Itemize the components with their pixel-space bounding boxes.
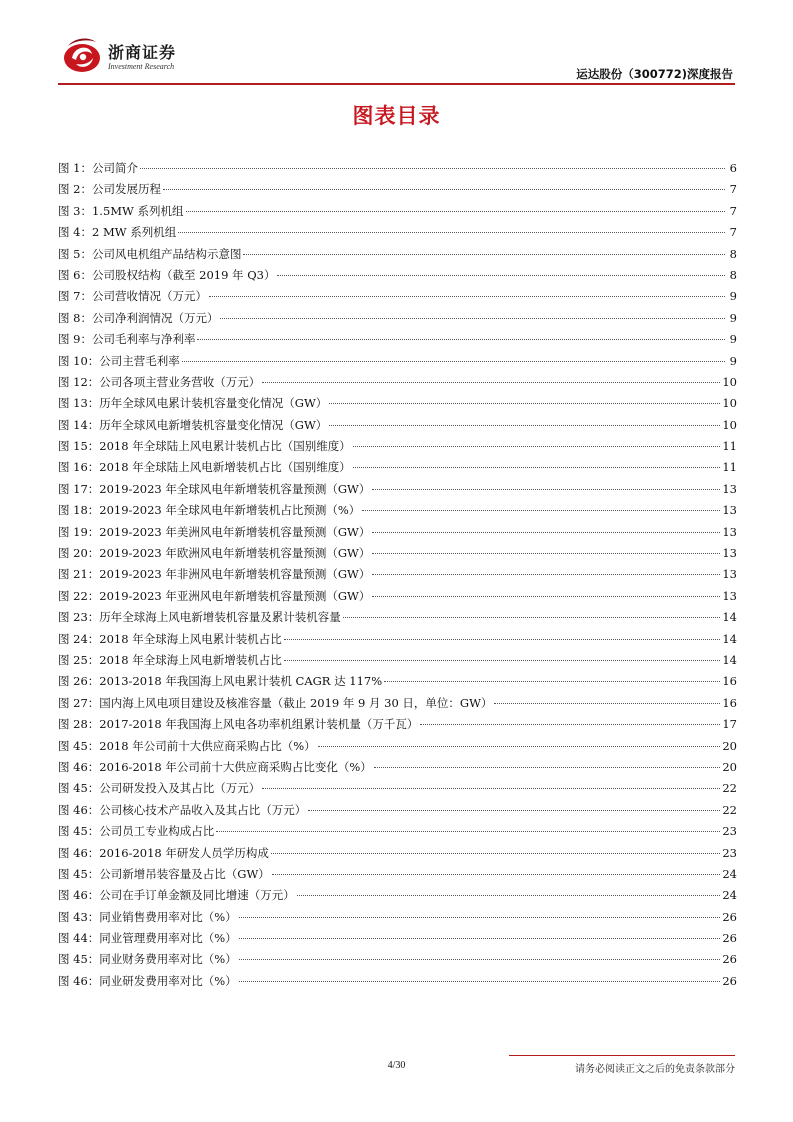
toc-entry-label: 图 24：2018 年全球海上风电累计装机占比 bbox=[58, 631, 282, 646]
brand-name-cn: 浙商证券 bbox=[108, 43, 177, 62]
toc-dot-leader bbox=[220, 318, 725, 319]
toc-entry[interactable] bbox=[58, 203, 737, 224]
toc-entry[interactable] bbox=[58, 738, 737, 759]
toc-entry[interactable] bbox=[58, 566, 737, 587]
toc-entry-label: 图 17：2019-2023 年全球风电年新增装机容量预测（GW） bbox=[58, 481, 371, 496]
toc-entry[interactable] bbox=[58, 267, 737, 288]
toc-entry[interactable] bbox=[58, 481, 737, 502]
toc-entry-page: 13 bbox=[722, 588, 737, 603]
toc-entry-page: 7 bbox=[729, 225, 737, 240]
toc-entry-page: 11 bbox=[722, 460, 737, 475]
toc-entry-label: 图 20：2019-2023 年欧洲风电年新增装机容量预测（GW） bbox=[58, 546, 371, 561]
toc-entry-page: 13 bbox=[722, 567, 737, 582]
toc-entry-page: 22 bbox=[722, 802, 737, 817]
toc-dot-leader bbox=[494, 703, 720, 704]
toc-dot-leader bbox=[178, 232, 725, 233]
toc-dot-leader bbox=[239, 959, 721, 960]
toc-entry-label: 图 14：历年全球风电新增装机容量变化情况（GW） bbox=[58, 417, 328, 432]
toc-entry-label: 图 3：1.5MW 系列机组 bbox=[58, 203, 184, 218]
toc-entry-page: 6 bbox=[729, 161, 737, 175]
toc-entry[interactable] bbox=[58, 866, 737, 887]
toc-entry-page: 7 bbox=[729, 182, 737, 197]
toc-dot-leader bbox=[262, 382, 720, 383]
toc-entry-label: 图 25：2018 年全球海上风电新增装机占比 bbox=[58, 652, 282, 667]
toc-entry[interactable] bbox=[58, 609, 737, 630]
toc-entry[interactable] bbox=[58, 631, 737, 652]
toc-entry[interactable] bbox=[58, 673, 737, 694]
toc-entry-page: 23 bbox=[722, 845, 737, 860]
toc-entry-label: 图 1：公司简介 bbox=[58, 161, 138, 175]
toc-entry-page: 26 bbox=[722, 909, 737, 924]
page-number: 4/30 bbox=[387, 1060, 406, 1071]
toc-dot-leader bbox=[284, 639, 721, 640]
toc-entry-page: 13 bbox=[722, 524, 737, 539]
toc-entry[interactable] bbox=[58, 951, 737, 972]
toc-entry[interactable] bbox=[58, 374, 737, 395]
toc-dot-leader bbox=[182, 361, 725, 362]
toc-entry-page: 13 bbox=[722, 481, 737, 496]
toc-dot-leader bbox=[329, 403, 720, 404]
toc-entry[interactable] bbox=[58, 780, 737, 801]
toc-dot-leader bbox=[343, 617, 721, 618]
toc-entry-page: 20 bbox=[722, 759, 737, 774]
toc-entry-label: 图 45：2018 年公司前十大供应商采购占比（%） bbox=[58, 738, 316, 753]
toc-entry-page: 10 bbox=[722, 396, 737, 411]
toc-entry[interactable] bbox=[58, 331, 737, 352]
toc-dot-leader bbox=[329, 425, 720, 426]
toc-dot-leader bbox=[318, 746, 721, 747]
toc-entry-label: 图 43：同业销售费用率对比（%） bbox=[58, 909, 237, 924]
toc-dot-leader bbox=[277, 275, 725, 276]
toc-entry-label: 图 23：历年全球海上风电新增装机容量及累计装机容量 bbox=[58, 610, 341, 625]
toc-dot-leader bbox=[384, 681, 720, 682]
footer-disclaimer: 请务必阅读正文之后的免责条款部分 bbox=[575, 1064, 735, 1075]
toc-dot-leader bbox=[239, 938, 721, 939]
toc-entry-label: 图 26：2013-2018 年我国海上风电累计装机 CAGR 达 117% bbox=[58, 674, 383, 689]
toc-entry-label: 图 44：同业管理费用率对比（%） bbox=[58, 931, 237, 946]
toc-entry-label: 图 45：同业财务费用率对比（%） bbox=[58, 952, 237, 967]
toc-dot-leader bbox=[374, 767, 721, 768]
toc-entry[interactable] bbox=[58, 438, 737, 459]
toc-dot-leader bbox=[362, 510, 720, 511]
toc-dot-leader bbox=[353, 446, 721, 447]
toc-entry-page: 26 bbox=[722, 973, 737, 988]
toc-entry-label: 图 45：公司新增吊装容量及占比（GW） bbox=[58, 866, 270, 881]
toc-dot-leader bbox=[372, 532, 720, 533]
toc-dot-leader bbox=[262, 788, 720, 789]
toc-entry[interactable] bbox=[58, 802, 737, 823]
toc-entry[interactable] bbox=[58, 310, 737, 331]
toc-dot-leader bbox=[372, 489, 720, 490]
toc-entry[interactable] bbox=[58, 759, 737, 780]
toc-entry-label: 图 10：公司主营毛利率 bbox=[58, 353, 180, 368]
toc-entry[interactable] bbox=[58, 716, 737, 737]
toc-entry-page: 9 bbox=[729, 310, 737, 325]
toc-entry-label: 图 22：2019-2023 年亚洲风电年新增装机容量预测（GW） bbox=[58, 588, 371, 603]
toc-dot-leader bbox=[197, 339, 725, 340]
toc-entry-label: 图 45：公司员工专业构成占比 bbox=[58, 824, 215, 839]
toc-dot-leader bbox=[272, 874, 721, 875]
toc-entry-label: 图 15：2018 年全球陆上风电累计装机占比（国别维度） bbox=[58, 439, 351, 454]
toc-dot-leader bbox=[372, 596, 720, 597]
toc-entry-page: 24 bbox=[722, 866, 737, 881]
toc-dot-leader bbox=[308, 810, 720, 811]
toc-entry-page: 26 bbox=[722, 952, 737, 967]
toc-entry-label: 图 12：公司各项主营业务营收（万元） bbox=[58, 374, 261, 389]
toc-entry[interactable] bbox=[58, 887, 737, 908]
toc-entry-page: 8 bbox=[729, 246, 737, 261]
header-divider bbox=[58, 83, 735, 85]
toc-entry[interactable] bbox=[58, 288, 737, 309]
toc-entry[interactable] bbox=[58, 588, 737, 609]
toc-entry-page: 24 bbox=[722, 888, 737, 903]
toc-entry-label: 图 19：2019-2023 年美洲风电年新增装机容量预测（GW） bbox=[58, 524, 371, 539]
brand-name-en: Investment Research bbox=[108, 62, 175, 71]
toc-dot-leader bbox=[209, 296, 725, 297]
toc-entry-page: 13 bbox=[722, 546, 737, 561]
toc-entry-label: 图 28：2017-2018 年我国海上风电各功率机组累计装机量（万千瓦） bbox=[58, 717, 419, 732]
toc-entry-label: 图 8：公司净利润情况（万元） bbox=[58, 310, 219, 325]
toc-entry-page: 17 bbox=[722, 717, 737, 732]
toc-entry-page: 16 bbox=[722, 695, 737, 710]
toc-entry-label: 图 46：公司核心技术产品收入及其占比（万元） bbox=[58, 802, 307, 817]
toc-entry[interactable] bbox=[58, 652, 737, 673]
toc-entry[interactable] bbox=[58, 502, 737, 523]
toc-entry-page: 16 bbox=[722, 674, 737, 689]
toc-dot-leader bbox=[239, 917, 721, 918]
toc-entry-label: 图 45：公司研发投入及其占比（万元） bbox=[58, 781, 261, 796]
toc-dot-leader bbox=[420, 724, 720, 725]
toc-entry[interactable] bbox=[58, 160, 737, 181]
toc-entry[interactable] bbox=[58, 930, 737, 951]
toc-entry-label: 图 21：2019-2023 年非洲风电年新增装机容量预测（GW） bbox=[58, 567, 371, 582]
toc-entry-label: 图 4：2 MW 系列机组 bbox=[58, 225, 177, 240]
toc-entry-page: 8 bbox=[729, 267, 737, 282]
toc-entry[interactable] bbox=[58, 973, 737, 994]
footer-divider bbox=[509, 1055, 735, 1056]
toc-entry-page: 14 bbox=[722, 652, 737, 667]
toc-entry[interactable] bbox=[58, 181, 737, 202]
toc-entry[interactable] bbox=[58, 246, 737, 267]
zheshang-securities-logo-icon bbox=[62, 36, 102, 74]
toc-dot-leader bbox=[372, 574, 720, 575]
toc-entry-page: 7 bbox=[729, 203, 737, 218]
toc-dot-leader bbox=[216, 831, 720, 832]
toc-entry-label: 图 6：公司股权结构（截至 2019 年 Q3） bbox=[58, 267, 276, 282]
toc-entry[interactable] bbox=[58, 545, 737, 566]
toc-dot-leader bbox=[186, 211, 725, 212]
toc-entry-page: 13 bbox=[722, 503, 737, 518]
toc-entry-page: 22 bbox=[722, 781, 737, 796]
toc-entry-label: 图 16：2018 年全球陆上风电新增装机占比（国别维度） bbox=[58, 460, 351, 475]
toc-entry-label: 图 46：同业研发费用率对比（%） bbox=[58, 973, 237, 988]
toc-entry-label: 图 7：公司营收情况（万元） bbox=[58, 289, 207, 304]
toc-entry[interactable] bbox=[58, 459, 737, 480]
toc-entry[interactable] bbox=[58, 695, 737, 716]
toc-entry-page: 11 bbox=[722, 439, 737, 454]
toc-dot-leader bbox=[271, 853, 720, 854]
toc-entry-page: 9 bbox=[729, 353, 737, 368]
toc-entry[interactable] bbox=[58, 823, 737, 844]
page-title: 图表目录 bbox=[352, 104, 441, 128]
toc-entry-label: 图 2：公司发展历程 bbox=[58, 182, 161, 197]
toc-entry-label: 图 5：公司风电机组产品结构示意图 bbox=[58, 246, 242, 261]
toc-entry[interactable] bbox=[58, 224, 737, 245]
toc-entry-page: 23 bbox=[722, 824, 737, 839]
figure-table-of-contents bbox=[58, 160, 737, 994]
toc-entry-label: 图 46：2016-2018 年公司前十大供应商采购占比变化（%） bbox=[58, 759, 372, 774]
toc-dot-leader bbox=[284, 660, 721, 661]
toc-entry-page: 26 bbox=[722, 931, 737, 946]
toc-entry-label: 图 27：国内海上风电项目建设及核准容量（截止 2019 年 9 月 30 日，单位：GW） bbox=[58, 695, 493, 710]
toc-dot-leader bbox=[140, 168, 725, 169]
toc-dot-leader bbox=[163, 189, 725, 190]
toc-entry[interactable] bbox=[58, 524, 737, 545]
toc-entry[interactable] bbox=[58, 909, 737, 930]
toc-entry-label: 图 46：2016-2018 年研发人员学历构成 bbox=[58, 845, 269, 860]
toc-entry[interactable] bbox=[58, 417, 737, 438]
toc-dot-leader bbox=[239, 981, 721, 982]
toc-entry-page: 14 bbox=[722, 631, 737, 646]
page-header bbox=[0, 0, 793, 84]
toc-entry-label: 图 13：历年全球风电累计装机容量变化情况（GW） bbox=[58, 396, 328, 411]
toc-dot-leader bbox=[243, 254, 725, 255]
toc-entry-page: 9 bbox=[729, 289, 737, 304]
toc-entry-label: 图 9：公司毛利率与净利率 bbox=[58, 332, 196, 347]
toc-entry[interactable] bbox=[58, 845, 737, 866]
toc-entry-page: 20 bbox=[722, 738, 737, 753]
toc-entry-label: 图 18：2019-2023 年全球风电年新增装机占比预测（%） bbox=[58, 503, 361, 518]
toc-entry[interactable] bbox=[58, 353, 737, 374]
toc-entry-page: 9 bbox=[729, 332, 737, 347]
toc-entry-page: 14 bbox=[722, 610, 737, 625]
toc-entry[interactable] bbox=[58, 395, 737, 416]
toc-dot-leader bbox=[353, 467, 721, 468]
report-label: 运达股份（300772)深度报告 bbox=[576, 67, 733, 81]
toc-entry-label: 图 46：公司在手订单金额及同比增速（万元） bbox=[58, 888, 295, 903]
toc-entry-page: 10 bbox=[722, 374, 737, 389]
toc-entry-page: 10 bbox=[722, 417, 737, 432]
toc-dot-leader bbox=[372, 553, 720, 554]
toc-dot-leader bbox=[297, 895, 721, 896]
